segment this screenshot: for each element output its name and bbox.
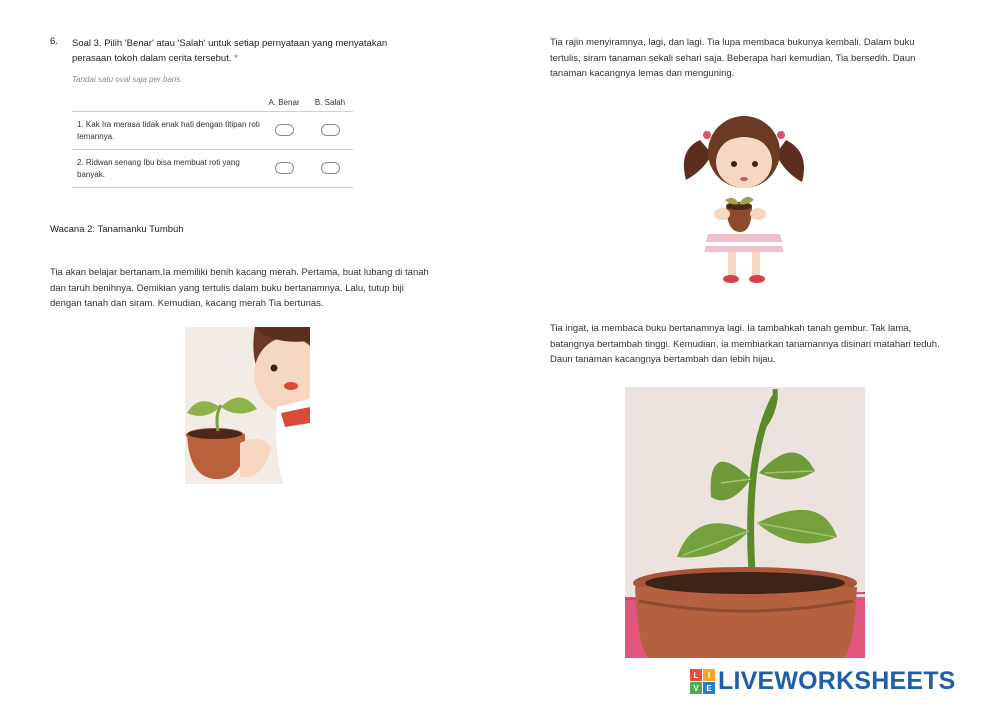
radio-oval-row1-benar[interactable] bbox=[275, 124, 294, 136]
column-benar: A. Benar bbox=[268, 98, 300, 107]
row-label: 1. Kak Ira merasa tidak enak hati dengan titipan roti temannya. bbox=[72, 112, 261, 150]
sad-girl-illustration bbox=[678, 110, 810, 288]
question-number: 6. bbox=[50, 36, 58, 47]
logo-tiles bbox=[690, 669, 715, 694]
liveworksheets-logo bbox=[690, 667, 956, 696]
reading-paragraph-1: Tia akan belajar bertanam.Ia memiliki benih kacang merah. Pertama, buat lubang di tanah dan taruh benihnya. Demikian yang tertulis dalam buku bertanamnya. Lalu, tutup biji dengan tanah dan siram. Kemudian, kacang merah Tia bertunas. bbox=[50, 267, 429, 309]
grid-row bbox=[72, 150, 353, 188]
choice-grid bbox=[72, 94, 353, 188]
radio-oval-row1-salah[interactable] bbox=[321, 124, 340, 136]
reading-heading: Wacana 2: Tanamanku Tumbuh bbox=[50, 224, 184, 235]
question-text bbox=[72, 36, 422, 66]
question-hint: Tandai satu oval saja per baris. bbox=[72, 75, 183, 84]
logo-tile-i: I bbox=[703, 669, 715, 681]
reading-paragraph-2: Tia rajin menyiramnya, lagi, dan lagi. Tia lupa membaca bukunya kembali. Dalam buku tertulis, siram tanaman sekali sehari saja. Beberapa hari kemudian, Tia bersedih. Daun tanaman kacangnya lemas dan menguning. bbox=[550, 37, 916, 79]
logo-tile-v: V bbox=[690, 682, 702, 694]
radio-oval-row2-salah[interactable] bbox=[321, 162, 340, 174]
growing-plant-illustration bbox=[625, 387, 865, 658]
row-label: 2. Ridwan senang Ibu bisa membuat roti yang banyak. bbox=[72, 150, 261, 188]
logo-tile-e: E bbox=[703, 682, 715, 694]
question-prompt: Soal 3. Pilih 'Benar' atau 'Salah' untuk setiap pernyataan yang menyatakan perasaan tokoh dalam cerita tersebut. bbox=[72, 38, 388, 64]
required-mark: * bbox=[234, 53, 238, 64]
radio-oval-row2-benar[interactable] bbox=[275, 162, 294, 174]
logo-tile-l: L bbox=[690, 669, 702, 681]
logo-wordmark: LIVEWORKSHEETS bbox=[718, 667, 956, 695]
grid-row bbox=[72, 112, 353, 150]
reading-paragraph-3: Tia ingat, ia membaca buku bertanamnya lagi. Ia tambahkah tanah gembur. Tak lama, batangnya bertambah tinggi. Kemudian, ia membiarkan tanamannya disinari matahari teduh. Daun tanaman kacangnya bertambah dan lebih hijau. bbox=[550, 323, 940, 365]
column-salah: B. Salah bbox=[314, 98, 346, 107]
grid-header-row bbox=[72, 94, 353, 112]
sprout-pot-illustration bbox=[185, 327, 310, 484]
